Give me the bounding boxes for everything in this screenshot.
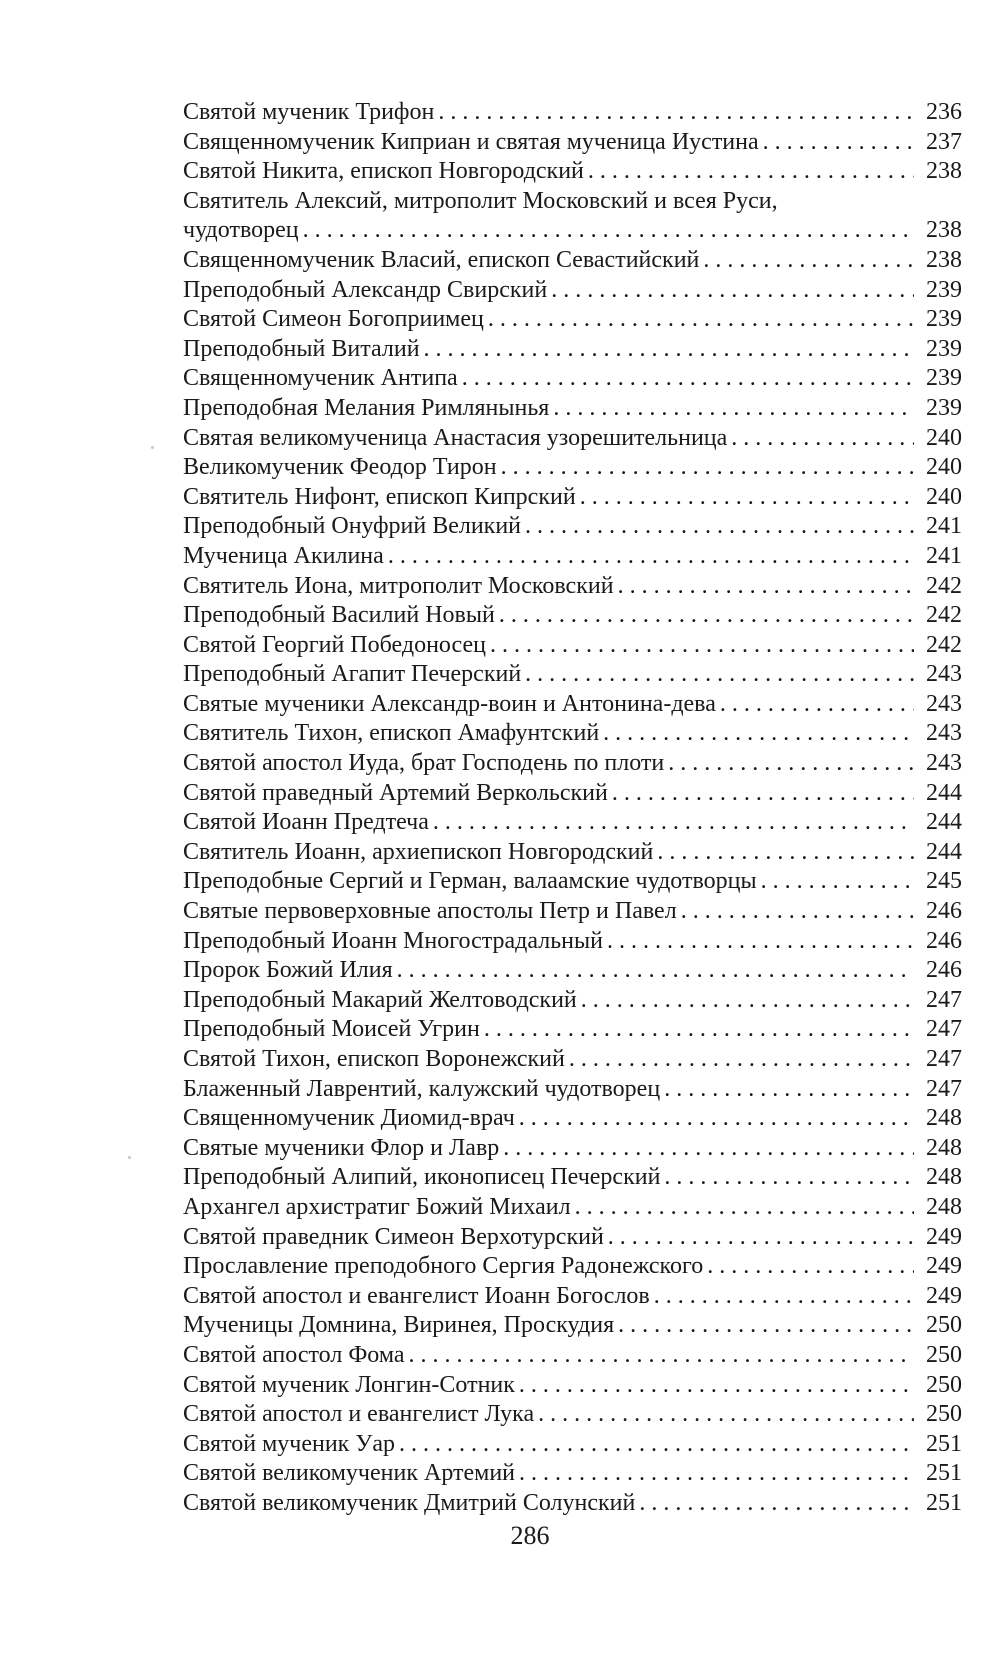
entry-page-number: 243 <box>926 750 962 777</box>
toc-entry <box>183 157 962 187</box>
entry-page-number: 246 <box>926 927 962 954</box>
entry-page-number: 251 <box>926 1489 962 1516</box>
page-number: 286 <box>510 1521 550 1550</box>
entry-title: Преподобный Василий Новый <box>183 602 495 629</box>
dot-leader <box>612 779 914 809</box>
entry-page-number: 248 <box>926 1105 962 1132</box>
dot-leader <box>703 246 914 276</box>
dot-leader <box>484 1015 914 1045</box>
entry-title: Святой апостол Фома <box>183 1341 405 1368</box>
entry-page-number: 249 <box>926 1282 962 1309</box>
toc-entry <box>183 1459 962 1489</box>
dot-leader <box>388 542 914 572</box>
dot-leader <box>433 808 914 838</box>
entry-page-number: 250 <box>926 1371 962 1398</box>
toc-entry <box>183 1489 962 1519</box>
toc-entry <box>183 1104 962 1134</box>
dot-leader <box>668 749 914 779</box>
entry-title: Блаженный Лаврентий, калужский чудотворец <box>183 1075 661 1102</box>
entry-page-number: 250 <box>926 1341 962 1368</box>
entry-page-number: 243 <box>926 690 962 717</box>
entry-title: Святой апостол Иуда, брат Господень по плоти <box>183 750 665 777</box>
dot-leader <box>519 1459 914 1489</box>
dot-leader <box>720 690 914 720</box>
toc-entry <box>183 897 962 927</box>
entry-page-number: 250 <box>926 1401 962 1428</box>
entry-title: Мученица Акилина <box>183 542 384 569</box>
dot-leader <box>397 956 914 986</box>
dot-leader <box>499 601 914 631</box>
entry-title: Преподобный Иоанн Многострадальный <box>183 927 603 954</box>
toc-entry <box>183 1223 962 1253</box>
entry-page-number: 247 <box>926 1075 962 1102</box>
dot-leader <box>657 838 914 868</box>
entry-title: Преподобный Алипий, иконописец Печерский <box>183 1164 661 1191</box>
toc-entry <box>183 246 962 276</box>
dot-leader <box>639 1489 914 1519</box>
entry-page-number: 239 <box>926 276 962 303</box>
entry-page-number: 242 <box>926 631 962 658</box>
entry-title: Святитель Иоанн, архиепископ Новгородский <box>183 838 654 865</box>
toc-entry <box>183 1430 962 1460</box>
toc-entry <box>183 808 962 838</box>
entry-title: Святой мученик Лонгин-Сотник <box>183 1371 515 1398</box>
toc-entry <box>183 779 962 809</box>
dot-leader <box>424 335 914 365</box>
dot-leader <box>588 157 914 187</box>
entry-title: Пророк Божий Илия <box>183 957 393 984</box>
entry-title: Святой апостол и евангелист Лука <box>183 1401 535 1428</box>
entry-page-number: 243 <box>926 720 962 747</box>
toc-entry <box>183 305 962 335</box>
dot-leader <box>664 1163 914 1193</box>
entry-page-number: 239 <box>926 335 962 362</box>
dot-leader <box>731 424 914 454</box>
entry-title: Преподобная Мелания Римлянынья <box>183 394 550 421</box>
entry-title: Святая великомученица Анастасия узорешительница <box>183 424 728 451</box>
entry-page-number: 238 <box>926 158 962 185</box>
toc-entry <box>183 986 962 1016</box>
entry-page-number: 243 <box>926 661 962 688</box>
toc-entry <box>183 364 962 394</box>
entry-page-number: 251 <box>926 1430 962 1457</box>
toc-entry <box>183 690 962 720</box>
toc-entry <box>183 719 962 749</box>
entry-title: Святой апостол и евангелист Иоанн Богослов <box>183 1282 650 1309</box>
toc-entry <box>183 1045 962 1075</box>
entry-page-number: 241 <box>926 513 962 540</box>
toc-entry <box>183 1282 962 1312</box>
entry-title-first-line: Святитель Алексий, митрополит Московский и всея Руси, <box>183 187 778 214</box>
entry-page-number: 249 <box>926 1253 962 1280</box>
entry-title: Святитель Нифонт, епископ Кипрский <box>183 483 576 510</box>
entry-title: Святой Тихон, епископ Воронежский <box>183 1046 565 1072</box>
dot-leader <box>575 1193 914 1223</box>
entry-title: Преподобный Александр Свирский <box>183 276 548 303</box>
entry-title: Мученицы Домнина, Виринея, Проскудия <box>183 1312 615 1339</box>
entry-page-number: 241 <box>926 542 962 569</box>
dot-leader <box>538 1400 914 1430</box>
toc-entry <box>183 512 962 542</box>
toc-entry <box>183 394 962 424</box>
dot-leader <box>525 512 914 542</box>
toc-entry <box>183 128 962 158</box>
entry-page-number: 238 <box>926 217 962 244</box>
dot-leader <box>603 719 914 749</box>
entry-title: Прославление преподобного Сергия Радонежского <box>183 1253 704 1280</box>
scan-speck <box>128 1156 131 1159</box>
entry-page-number: 248 <box>926 1193 962 1220</box>
dot-leader <box>490 631 914 661</box>
entry-title: Святой Симеон Богоприимец <box>183 306 484 333</box>
toc-entry <box>183 1193 962 1223</box>
entry-title: Святой праведник Симеон Верхотурский <box>183 1223 604 1250</box>
entry-title: Священномученик Власий, епископ Севастийский <box>183 246 700 273</box>
entry-title: Архангел архистратиг Божий Михаил <box>183 1193 571 1220</box>
toc-entry <box>183 867 962 897</box>
entry-title: Преподобный Виталий <box>183 335 420 362</box>
dot-leader <box>608 1223 914 1253</box>
entry-page-number: 248 <box>926 1134 962 1161</box>
toc-entry <box>183 838 962 868</box>
toc-entry <box>183 927 962 957</box>
toc-entry <box>183 335 962 365</box>
dot-leader <box>618 1311 914 1341</box>
toc-entry <box>183 601 962 631</box>
toc-entry <box>183 1252 962 1282</box>
entry-page-number: 247 <box>926 1016 962 1043</box>
dot-leader <box>303 216 914 246</box>
entry-title: Святой мученик Трифон <box>183 99 435 125</box>
entry-page-number: 239 <box>926 394 962 421</box>
dot-leader <box>618 572 914 602</box>
entry-page-number: 246 <box>926 898 962 925</box>
entry-page-number: 247 <box>926 1046 962 1072</box>
entry-title: Священномученик Диомид-врач <box>183 1105 515 1132</box>
entry-page-number: 239 <box>926 365 962 392</box>
dot-leader <box>654 1282 914 1312</box>
entry-page-number: 239 <box>926 306 962 333</box>
entry-page-number: 240 <box>926 454 962 481</box>
dot-leader <box>462 364 914 394</box>
toc-entry <box>183 1371 962 1401</box>
entry-title: Великомученик Феодор Тирон <box>183 454 497 481</box>
entry-title: Святой великомученик Дмитрий Солунский <box>183 1489 636 1516</box>
entry-page-number: 246 <box>926 957 962 984</box>
entry-title: Святые первоверховные апостолы Петр и Павел <box>183 898 677 925</box>
dot-leader <box>519 1104 914 1134</box>
entry-page-number: 249 <box>926 1223 962 1250</box>
toc-entry <box>183 1015 962 1045</box>
entry-title: Священномученик Киприан и святая мученица Иустина <box>183 128 759 155</box>
toc-entry <box>183 1163 962 1193</box>
entry-page-number: 236 <box>926 99 962 125</box>
entry-title: Святой мученик Уар <box>183 1430 395 1457</box>
entry-page-number: 251 <box>926 1460 962 1487</box>
entry-title: Преподобный Агапит Печерский <box>183 661 522 688</box>
toc-entry <box>183 660 962 690</box>
entry-page-number: 248 <box>926 1164 962 1191</box>
entry-page-number: 242 <box>926 602 962 629</box>
entry-page-number: 242 <box>926 572 962 599</box>
entry-page-number: 244 <box>926 838 962 865</box>
entry-title: Святитель Иона, митрополит Московский <box>183 572 614 599</box>
dot-leader <box>553 394 914 424</box>
dot-leader <box>551 276 914 306</box>
toc-entry <box>183 572 962 602</box>
entry-page-number: 250 <box>926 1312 962 1339</box>
entry-title: Святитель Тихон, епископ Амафунтский <box>183 720 600 747</box>
dot-leader <box>503 1134 914 1164</box>
toc-entry <box>183 1134 962 1164</box>
entry-title: Святой праведный Артемий Веркольский <box>183 779 608 806</box>
entry-page-number: 237 <box>926 128 962 155</box>
entry-title: Святые мученики Флор и Лавр <box>183 1134 500 1161</box>
table-of-contents <box>183 98 962 1519</box>
toc-entry <box>183 749 962 779</box>
toc-entry <box>183 631 962 661</box>
entry-title: Святые мученики Александр-воин и Антонина-дева <box>183 690 716 717</box>
entry-page-number: 244 <box>926 809 962 836</box>
toc-entry <box>183 453 962 483</box>
entry-title: Преподобный Макарий Желтоводский <box>183 986 577 1013</box>
entry-title-second-line <box>183 216 962 246</box>
dot-leader <box>664 1075 914 1105</box>
toc-entry <box>183 1075 962 1105</box>
entry-page-number: 238 <box>926 246 962 273</box>
dot-leader <box>581 986 914 1016</box>
entry-title: Святой Георгий Победоносец <box>183 631 486 658</box>
entry-page-number: 244 <box>926 779 962 806</box>
entry-page-number: 245 <box>926 868 962 895</box>
entry-title: Преподобный Моисей Угрин <box>183 1016 480 1043</box>
dot-leader <box>519 1371 914 1401</box>
toc-entry <box>183 98 962 128</box>
toc-entry <box>183 1400 962 1430</box>
dot-leader <box>681 897 914 927</box>
dot-leader <box>761 867 914 897</box>
toc-entry <box>183 424 962 454</box>
entry-page-number: 240 <box>926 424 962 451</box>
toc-entry <box>183 276 962 306</box>
toc-entry <box>183 542 962 572</box>
dot-leader <box>438 98 914 128</box>
entry-title: Священномученик Антипа <box>183 365 458 392</box>
dot-leader <box>409 1341 914 1371</box>
entry-title: Преподобный Онуфрий Великий <box>183 513 522 540</box>
dot-leader <box>707 1252 914 1282</box>
entry-title: чудотворец <box>183 217 299 244</box>
toc-entry <box>183 1311 962 1341</box>
entry-page-number: 247 <box>926 986 962 1013</box>
toc-entry <box>183 956 962 986</box>
toc-entry <box>183 187 962 246</box>
dot-leader <box>607 927 914 957</box>
entry-title: Святой великомученик Артемий <box>183 1460 516 1487</box>
entry-title: Святой Иоанн Предтеча <box>183 809 429 836</box>
dot-leader <box>763 128 914 158</box>
entry-page-number: 240 <box>926 483 962 510</box>
dot-leader <box>488 305 914 335</box>
dot-leader <box>399 1430 914 1460</box>
toc-entry <box>183 1341 962 1371</box>
entry-title: Святой Никита, епископ Новгородский <box>183 158 584 185</box>
dot-leader <box>501 453 914 483</box>
dot-leader <box>569 1045 914 1075</box>
dot-leader <box>580 483 914 513</box>
scan-speck <box>151 446 154 449</box>
dot-leader <box>525 660 914 690</box>
entry-title: Преподобные Сергий и Герман, валаамские чудотворцы <box>183 868 757 895</box>
toc-entry <box>183 483 962 513</box>
